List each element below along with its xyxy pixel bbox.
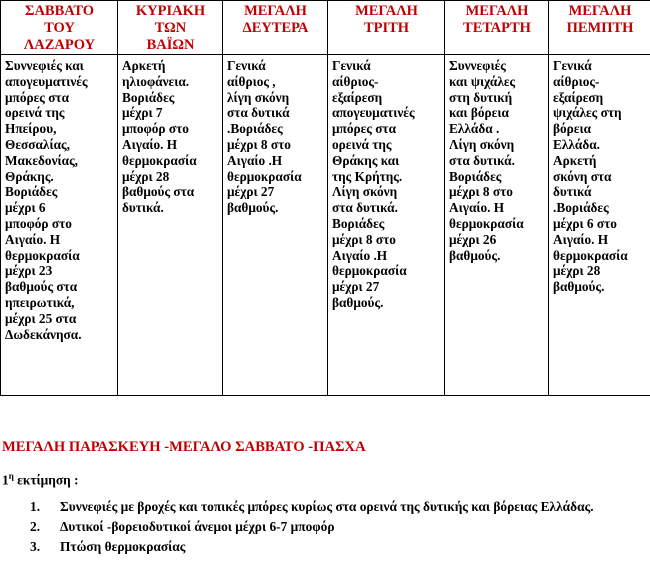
forecast-text-line: και ψιχάλες	[449, 73, 516, 89]
forecast-text-line: Αιγαίο .Η	[227, 152, 283, 168]
forecast-text-line: Αιγαίο. Η	[449, 200, 505, 216]
forecast-text-line: στη δυτική	[449, 89, 513, 105]
forecast-text-line: Αρκετή	[122, 58, 166, 73]
header-palm-sunday: ΚΥΡΙΑΚΗ ΤΩΝ ΒΑΪΩΝ	[118, 1, 223, 55]
forecast-text-line: μπόρες στα	[5, 89, 69, 105]
forecast-text-line: μέχρι 6 στο	[553, 215, 617, 231]
forecast-cell-holy-wednesday	[445, 55, 549, 396]
forecast-text-line: στα δυτικά	[227, 105, 290, 121]
forecast-text-line: Ελλάδα.	[553, 136, 601, 152]
forecast-text-line: στα δυτικά.	[449, 152, 515, 168]
forecast-text-line: βόρεια	[553, 121, 591, 137]
header-holy-thursday: ΜΕΓΑΛΗ ΠΕΜΠΤΗ	[549, 1, 650, 55]
forecast-text-line: θερμοκρασία	[5, 247, 80, 263]
forecast-text-line: Γενικά	[227, 58, 266, 73]
forecast-text-line: Βοριάδες	[122, 89, 175, 105]
header-holy-tuesday: ΜΕΓΑΛΗ ΤΡΙΤΗ	[328, 1, 445, 55]
forecast-text-line: απογευματινές	[5, 73, 88, 89]
forecast-text-line: θερμοκρασία	[332, 263, 407, 279]
forecast-text-line: μέχρι 27	[332, 279, 380, 295]
estimate-ordinal: η	[8, 471, 14, 481]
forecast-cell-saturday-lazarus	[1, 55, 118, 396]
forecast-text-line: μέχρι 6	[5, 200, 46, 216]
forecast-text-line: ορεινά της	[332, 136, 392, 152]
forecast-text-line: στα δυτικά.	[332, 200, 398, 216]
forecast-text-line: θερμοκρασία	[449, 215, 524, 231]
header-holy-monday: ΜΕΓΑΛΗ ΔΕΥΤΕΡΑ	[223, 1, 328, 55]
forecast-text-line: Δωδεκάνησα.	[5, 326, 82, 342]
forecast-text-line: Αιγαίο. Η	[122, 136, 178, 152]
header-saturday-lazarus: ΣΑΒΒΑΤΟ ΤΟΥ ΛΑΖΑΡΟΥ	[1, 1, 118, 55]
list-item-text: Δυτικοί -βορειοδυτικοί άνεμοι μέχρι 6-7 μποφόρ	[60, 519, 335, 534]
list-item-number: 3.	[30, 539, 41, 554]
forecast-text-line: Λίγη σκόνη	[449, 136, 515, 152]
list-item-text: Πτώση θερμοκρασίας	[60, 539, 186, 554]
section-title: ΜΕΓΑΛΗ ΠΑΡΑΣΚΕΥΗ -ΜΕΓΑΛΟ ΣΑΒΒΑΤΟ -ΠΑΣΧΑ	[2, 439, 366, 455]
forecast-text-line: Βοριάδες	[332, 215, 385, 231]
forecast-text-line: μέχρι 8 στο	[332, 231, 396, 247]
forecast-text-line: μέχρι 8 στο	[449, 184, 513, 200]
table-header-row	[1, 1, 650, 55]
list-item-number: 2.	[30, 519, 41, 534]
forecast-text-line: Γενικά	[553, 58, 592, 73]
forecast-text-line: .Βοριάδες	[553, 200, 609, 216]
forecast-text-line: μέχρι 8 στο	[227, 136, 291, 152]
table-row	[1, 55, 650, 396]
estimate-heading	[2, 471, 79, 488]
forecast-text-line: βαθμούς.	[449, 247, 501, 263]
forecast-text-line: θερμοκρασία	[227, 168, 302, 184]
forecast-text-line: Βοριάδες	[5, 184, 58, 200]
forecast-cell-holy-monday	[223, 55, 328, 396]
forecast-text-line: μέχρι 28	[122, 168, 170, 184]
list-item-number: 1.	[30, 499, 41, 514]
forecast-cell-holy-thursday	[549, 55, 650, 396]
forecast-text-line: δυτικά.	[122, 200, 164, 216]
forecast-text-line: μποφόρ στο	[122, 121, 189, 137]
forecast-text-line: Αιγαίο .Η	[332, 247, 388, 263]
forecast-text-line: αίθριος-	[553, 73, 600, 89]
forecast-text-line: βαθμούς στα	[5, 279, 78, 295]
forecast-text-line: Συννεφιές	[449, 58, 506, 73]
forecast-text-line: ψιχάλες στη	[553, 105, 622, 121]
forecast-text-line: και βόρεια	[449, 105, 509, 121]
forecast-text-line: μέχρι 23	[5, 263, 53, 279]
forecast-text-line: Συννεφιές και	[5, 58, 84, 73]
forecast-text-line: βαθμούς.	[227, 200, 279, 216]
forecast-text-line: λίγη σκόνη	[227, 89, 290, 105]
forecast-cell-holy-tuesday	[328, 55, 445, 396]
forecast-text-line: μέχρι 27	[227, 184, 275, 200]
header-holy-wednesday: ΜΕΓΑΛΗ ΤΕΤΑΡΤΗ	[445, 1, 549, 55]
forecast-text-line: μέχρι 7	[122, 105, 163, 121]
forecast-text-line: θερμοκρασία	[553, 247, 628, 263]
forecast-text-line: Αιγαίο. Η	[5, 231, 61, 247]
forecast-text-line: Βοριάδες	[449, 168, 502, 184]
forecast-text-line: ηλιοφάνεια.	[122, 73, 190, 89]
forecast-text-line: σκόνη στα	[553, 168, 612, 184]
forecast-text-line: ορεινά της	[5, 105, 65, 121]
estimate-list	[30, 498, 640, 558]
forecast-text-line: Αρκετή	[553, 152, 597, 168]
forecast-text-line: θερμοκρασία	[122, 152, 197, 168]
forecast-text-line: μέχρι 26	[449, 231, 497, 247]
list-item	[30, 538, 640, 556]
forecast-text-line: δυτικά	[553, 184, 592, 200]
forecast-text-line: μπόρες στα	[332, 121, 396, 137]
estimate-number: 1	[2, 472, 9, 488]
estimate-label: εκτίμηση :	[13, 472, 79, 488]
forecast-text-line: της Κρήτης.	[332, 168, 403, 184]
forecast-text-line: απογευματινές	[332, 105, 415, 121]
list-item	[30, 518, 640, 536]
forecast-text-line: .Βοριάδες	[227, 121, 283, 137]
forecast-text-line: ηπειρωτικά,	[5, 294, 75, 310]
forecast-text-line: Θεσσαλίας,	[5, 136, 70, 152]
forecast-text-line: Μακεδονίας,	[5, 152, 79, 168]
forecast-text-line: βαθμούς στα	[122, 184, 195, 200]
forecast-text-line: Λίγη σκόνη	[332, 184, 398, 200]
forecast-text-line: εξαίρεση	[332, 89, 383, 105]
forecast-text-line: εξαίρεση	[553, 89, 604, 105]
forecast-text-line: Αιγαίο. Η	[553, 231, 609, 247]
forecast-text-line: μέχρι 28	[553, 263, 601, 279]
forecast-text-line: μέχρι 25 στα	[5, 310, 77, 326]
forecast-cell-palm-sunday	[118, 55, 223, 396]
list-item-text: Συννεφιές με βροχές και τοπικές μπόρες κυρίως στα ορεινά της δυτικής και βόρειας Ελλάδας.	[60, 499, 594, 514]
forecast-text-line: Γενικά	[332, 58, 371, 73]
forecast-text-line: μποφόρ στο	[5, 215, 72, 231]
forecast-text-line: Θράκης και	[332, 152, 400, 168]
forecast-text-line: Ηπείρου,	[5, 121, 57, 137]
forecast-text-line: βαθμούς.	[553, 279, 605, 295]
forecast-text-line: Ελλάδα .	[449, 121, 500, 137]
forecast-text-line: αίθριος ,	[227, 73, 276, 89]
forecast-text-line: Θράκης.	[5, 168, 54, 184]
list-item	[30, 498, 640, 516]
forecast-text-line: αίθριος-	[332, 73, 379, 89]
forecast-text-line: βαθμούς.	[332, 294, 384, 310]
